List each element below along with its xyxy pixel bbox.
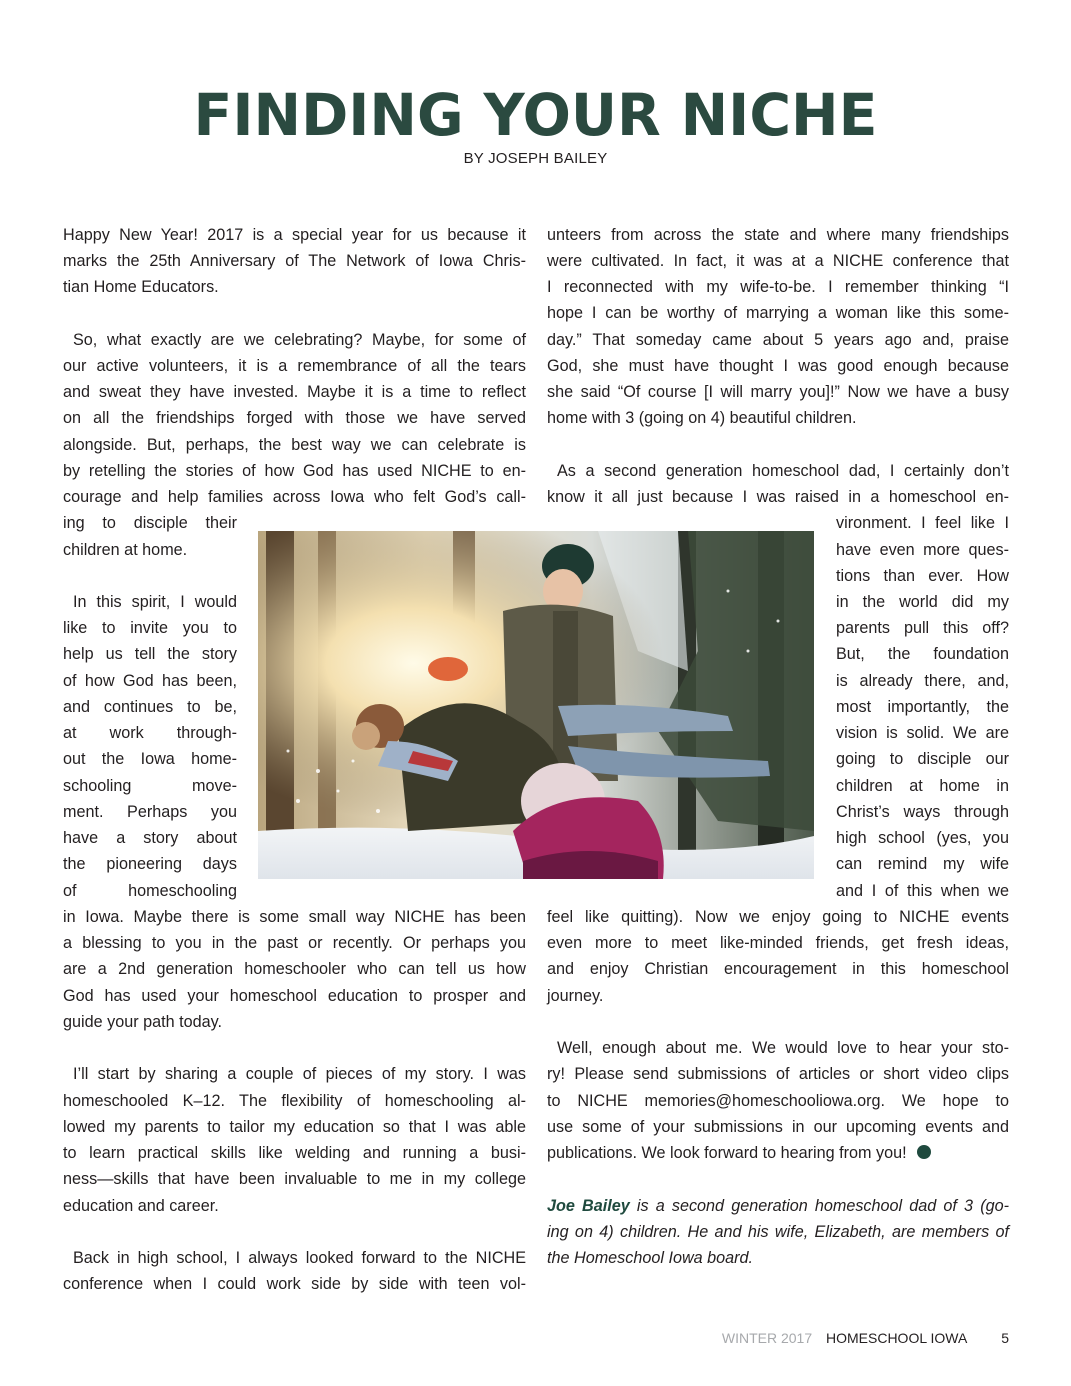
body-text-line: guide your path today. xyxy=(63,1013,222,1031)
body-text-line: In this spirit, I would xyxy=(73,593,237,611)
body-text-line: courage and help families across Iowa who felt God’s call- xyxy=(63,488,526,506)
body-text-line: unteers from across the state and where many friendships xyxy=(547,226,1009,244)
body-text-line: on all the friendships forged with those we have served xyxy=(63,409,526,427)
author-bio-name: Joe Bailey xyxy=(547,1197,630,1215)
body-text-line: marks the 25th Anniversary of The Network of Iowa Chris- xyxy=(63,252,526,270)
body-text-line: like to invite you to xyxy=(63,619,237,637)
author-bio-line-2: ing on 4) children. He and his wife, Elizabeth, are members of xyxy=(547,1223,1009,1241)
body-text-line: homeschooled K–12. The flexibility of homeschooling al- xyxy=(63,1092,526,1110)
body-text-line: even more to meet like-minded friends, get fresh ideas, xyxy=(547,934,1009,952)
body-text-line: ment. Perhaps you xyxy=(63,803,237,821)
body-text-line: vision is solid. We are xyxy=(836,724,1009,742)
body-text-line: by retelling the stories of how God has used NICHE to en- xyxy=(63,462,526,480)
footer-issue: WINTER 2017 xyxy=(721,1330,813,1346)
page-footer xyxy=(722,1330,1009,1346)
body-text-line: to learn practical skills like welding and running a busi- xyxy=(63,1144,526,1162)
body-text-line: of homeschooling xyxy=(63,882,237,900)
photo-image-icon xyxy=(258,531,814,879)
end-of-article-dot-icon xyxy=(917,1145,931,1159)
body-text-line: I’ll start by sharing a couple of pieces of my story. I was xyxy=(73,1065,526,1083)
body-text-line: vironment. I feel like I xyxy=(836,514,1009,532)
body-text-line: she said “Of course [I will marry you]!” Now we have a busy xyxy=(547,383,1009,401)
body-text-line: feel like quitting). Now we enjoy going to NICHE events xyxy=(547,908,1009,926)
body-text-line: conference when I could work side by side with teen vol- xyxy=(63,1275,526,1293)
body-text-line: ry! Please send submissions of articles or short video clips xyxy=(547,1065,1009,1083)
body-text-line: out the Iowa home- xyxy=(63,750,237,768)
body-text-line: high school (yes, you xyxy=(836,829,1009,847)
body-text-line: children at home. xyxy=(63,541,188,559)
body-text-line: As a second generation homeschool dad, I certainly don’t xyxy=(557,462,1009,480)
body-text-line: the pioneering days xyxy=(63,855,237,873)
body-text-line: hope I can be worthy of marrying a woman like this some- xyxy=(547,304,1009,322)
body-text-line: children at home in xyxy=(836,777,1009,795)
article-byline: BY JOSEPH BAILEY xyxy=(463,150,608,167)
body-text-line: were cultivated. In fact, it was at a NICHE conference that xyxy=(547,252,1009,270)
body-text-line: have even more ques- xyxy=(836,541,1009,559)
body-text-line: So, what exactly are we celebrating? Maybe, for some of xyxy=(73,331,526,349)
body-text-line: God has used your homeschool education to prosper and xyxy=(63,987,526,1005)
body-text-line: Well, enough about me. We would love to hear your sto- xyxy=(557,1039,1009,1057)
body-text-line: tions than ever. How xyxy=(836,567,1009,585)
body-text-line: to NICHE memories@homeschooliowa.org. We hope to xyxy=(547,1092,1009,1110)
body-text-line: are a 2nd generation homeschooler who can tell us how xyxy=(63,960,526,978)
body-text-line: a blessing to you in the past or recently. Or perhaps you xyxy=(63,934,526,952)
body-text-line: most importantly, the xyxy=(836,698,1009,716)
body-text-line: journey. xyxy=(547,987,604,1005)
author-bio-text-1: is a second generation homeschool dad of 3 (go- xyxy=(629,1197,1009,1215)
body-text-line: help us tell the story xyxy=(63,645,237,663)
body-text-line: can remind my wife xyxy=(836,855,1009,873)
body-text-line: in the world did my xyxy=(836,593,1009,611)
body-text-line: ing to disciple their xyxy=(63,514,237,532)
author-bio-line-3: the Homeschool Iowa board. xyxy=(547,1249,754,1267)
body-text-line: education and career. xyxy=(63,1197,219,1215)
body-text-line: Happy New Year! 2017 is a special year for us because it xyxy=(63,226,526,244)
body-text-line: and I of this when we xyxy=(836,882,1009,900)
body-text-line: in Iowa. Maybe there is some small way NICHE has been xyxy=(63,908,526,926)
closing-text: publications. We look forward to hearing from you! xyxy=(547,1144,907,1162)
winter-family-photo xyxy=(258,531,814,879)
body-text-line: ness—skills that have been invaluable to me in my college xyxy=(63,1170,526,1188)
body-text-line: tian Home Educators. xyxy=(63,278,219,296)
body-text-line: home with 3 (going on 4) beautiful children. xyxy=(547,409,857,427)
body-text-line: of how God has been, xyxy=(63,672,237,690)
closing-line xyxy=(547,1140,931,1166)
body-text-line: have a story about xyxy=(63,829,237,847)
page-number: 5 xyxy=(1001,1330,1009,1346)
body-text-line: is already there, and, xyxy=(836,672,1009,690)
footer-magazine-name: HOMESCHOOL IOWA xyxy=(826,1330,968,1346)
author-bio-line-1 xyxy=(547,1193,1009,1219)
body-text-line: and enjoy Christian encouragement in this homeschool xyxy=(547,960,1009,978)
body-text-line: But, the foundation xyxy=(836,645,1009,663)
body-text-line: I reconnected with my wife-to-be. I remember thinking “I xyxy=(547,278,1009,296)
body-text-line: our active volunteers, it is a remembrance of all the tears xyxy=(63,357,526,375)
body-text-line: lowed my parents to tailor my education so that I was able xyxy=(63,1118,526,1136)
body-text-line: at work through- xyxy=(63,724,237,742)
body-text-line: schooling move- xyxy=(63,777,237,795)
body-text-line: and sweat they have invested. Maybe it is a time to reflect xyxy=(63,383,526,401)
article-title: FINDING YOUR NICHE xyxy=(193,81,878,149)
body-text-line: God, she must have thought I was good enough because xyxy=(547,357,1009,375)
body-text-line: day.” That someday came about 5 years ago and, praise xyxy=(547,331,1009,349)
body-text-line: parents pull this off? xyxy=(836,619,1009,637)
body-text-line: and continues to be, xyxy=(63,698,237,716)
body-text-line: Christ’s ways through xyxy=(836,803,1009,821)
body-text-line: alongside. But, perhaps, the best way we can celebrate is xyxy=(63,436,526,454)
body-text-line: know it all just because I was raised in a homeschool en- xyxy=(547,488,1009,506)
body-text-line: going to disciple our xyxy=(836,750,1009,768)
body-text-line: Back in high school, I always looked forward to the NICHE xyxy=(73,1249,526,1267)
body-text-line: use some of your submissions in our upcoming events and xyxy=(547,1118,1009,1136)
